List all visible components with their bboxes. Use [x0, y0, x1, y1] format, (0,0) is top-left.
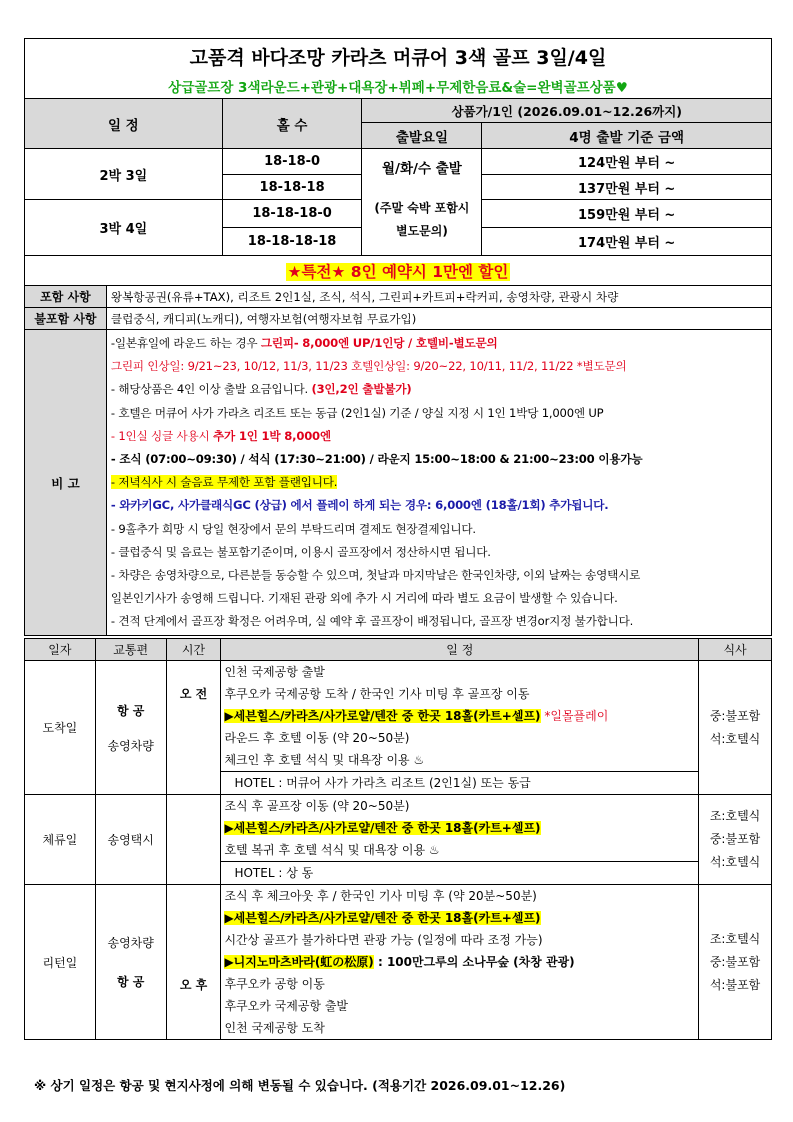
itinerary-schedule-header: 일 정: [221, 639, 699, 661]
transport-cell: 항 공 송영차량: [95, 661, 166, 795]
itinerary-item: 인천 국제공항 출발: [224, 665, 325, 679]
itinerary-table: [24, 638, 772, 1040]
holes-cell: 18-18-0: [222, 149, 362, 175]
hotel-line: HOTEL : 상 동: [234, 866, 314, 880]
itinerary-item: 인천 국제공항 도착: [224, 1021, 325, 1035]
note-line: - 저녁식사 시 술음료 무제한 포함 플랜입니다.: [110, 475, 338, 490]
included-text: 왕복항공권(유류+TAX), 리조트 2인1실, 조식, 석식, 그린피+카트피+락커피, 송영차량, 관광시 차량: [106, 286, 771, 308]
itinerary-item: 후쿠오카 국제공항 출발: [224, 999, 349, 1013]
itinerary-item: ▶세븐힐스/카라츠/사가로얄/텐잔 중 한곳 18홀(카트+셀프) *일몰플레이: [224, 709, 609, 723]
itinerary-item: 체크인 후 호텔 석식 및 대욕장 이용 ♨: [224, 753, 425, 767]
price-cell: 159만원 부터 ~: [482, 200, 772, 228]
note-line: - 호텔은 머큐어 사가 가라츠 리조트 또는 동급 (2인1실) 기준 / 양실 지정 시 1인 1박당 1,000엔 UP: [110, 405, 604, 420]
excluded-label: 불포함 사항: [25, 308, 107, 330]
page-title: 고품격 바다조망 카라츠 머큐어 3색 골프 3일/4일: [25, 39, 772, 75]
day-return: 리턴일: [25, 885, 96, 1040]
schedule-cell: [221, 795, 699, 885]
price-cell: 124만원 부터 ~: [482, 149, 772, 175]
schedule-cell: [221, 661, 699, 795]
schedule-3n4d: 3박 4일: [25, 200, 223, 256]
itinerary-item: ▶세븐힐스/카라츠/사가로얄/텐잔 중 한곳 18홀(카트+셀프): [224, 821, 541, 835]
itinerary-item: 시간상 골프가 불가하다면 관광 가능 (일정에 따라 조정 가능): [224, 933, 543, 947]
base-amount-header: 4명 출발 기준 금액: [482, 123, 772, 149]
departure-note: (주말 숙박 포함시: [374, 201, 470, 215]
note-line: - 1인실 싱글 사용시 추가 1인 1박 8,000엔: [110, 428, 331, 443]
departure-days: 월/화/수 출발: [382, 161, 462, 177]
hotel-line: HOTEL : 머큐어 사가 가라츠 리조트 (2인1실) 또는 동급: [234, 776, 531, 790]
product-table: [24, 38, 772, 636]
holes-cell: 18-18-18-0: [222, 200, 362, 228]
notes-label: 비 고: [25, 330, 107, 636]
holes-cell: 18-18-18-18: [222, 228, 362, 256]
departure-note: 별도문의): [395, 224, 448, 238]
schedule-cell: [221, 885, 699, 1040]
time-cell: 오 후: [166, 885, 221, 1040]
itinerary-item: 후쿠오카 국제공항 도착 / 한국인 기사 미팅 후 골프장 이동: [224, 687, 530, 701]
itinerary-item: ▶니지노마츠바라(虹の松原) : 100만그루의 소나무숲 (차창 관광): [224, 955, 575, 969]
day-arrival: 도착일: [25, 661, 96, 795]
note-line: - 해당상품은 4인 이상 출발 요금입니다. (3인,2인 출발불가): [110, 382, 412, 397]
price-cell: 137만원 부터 ~: [482, 175, 772, 200]
notes-cell: [106, 330, 771, 636]
special-offer: ★특전★ 8인 예약시 1만엔 할인: [287, 262, 509, 281]
note-line: - 차량은 송영차량으로, 다른분들 동승할 수 있으며, 첫날과 마지막날은 한국인차량, 이외 날짜는 송영택시로: [110, 567, 641, 582]
note-line: 일본인기사가 송영해 드립니다. 기재된 관광 외에 추가 시 거리에 따라 별도 요금이 발생할 수 있습니다.: [110, 591, 618, 606]
departure-day-header: 출발요일: [362, 123, 482, 149]
note-line: - 와카키GC, 사가클래식GC (상급) 에서 플레이 하게 되는 경우: 6,000엔 (18홀/1회) 추가됩니다.: [110, 498, 609, 513]
page-subtitle: 상급골프장 3색라운드+관광+대욕장+뷔페+무제한음료&술=완벽골프상품♥: [25, 75, 772, 99]
included-label: 포함 사항: [25, 286, 107, 308]
itinerary-item: 후쿠오카 공항 이동: [224, 977, 325, 991]
meals-cell: 중:불포함 석:호텔식: [699, 661, 772, 795]
note-line: 그린피 인상일: 9/21~23, 10/12, 11/3, 11/23 호텔인상일: 9/20~22, 10/11, 11/2, 11/22 *별도문의: [110, 359, 627, 374]
meals-cell: 조:호텔식 중:불포함 석:호텔식: [699, 795, 772, 885]
schedule-header: 일 정: [25, 99, 223, 149]
holes-header: 홀 수: [222, 99, 362, 149]
itinerary-item: 라운드 후 호텔 이동 (약 20~50분): [224, 731, 410, 745]
itinerary-item: 호텔 복귀 후 호텔 석식 및 대욕장 이용 ♨: [224, 843, 440, 857]
note-line: - 클럽중식 및 음료는 불포함기준이며, 이용시 골프장에서 정산하시면 됩니다.: [110, 544, 491, 559]
departure-days-cell: [362, 149, 482, 256]
excluded-text: 클럽중식, 캐디피(노캐디), 여행자보험(여행자보험 무료가입): [106, 308, 771, 330]
holes-cell: 18-18-18: [222, 175, 362, 200]
itinerary-item: 조식 후 골프장 이동 (약 20~50분): [224, 799, 410, 813]
footer-note: ※ 상기 일정은 항공 및 현지사정에 의해 변동될 수 있습니다. (적용기간 2026.09.01~12.26): [34, 1078, 566, 1093]
meals-cell: 조:호텔식 중:불포함 석:불포함: [699, 885, 772, 1040]
note-line: - 9홀추가 희망 시 당일 현장에서 문의 부탁드리며 결제도 현장결제입니다.: [110, 521, 476, 536]
note-line: - 조식 (07:00~09:30) / 석식 (17:30~21:00) / 라운지 15:00~18:00 & 21:00~23:00 이용가능: [110, 451, 643, 466]
day-header: 일자: [25, 639, 96, 661]
price-cell: 174만원 부터 ~: [482, 228, 772, 256]
note-line: -일본휴일에 라운드 하는 경우 그린피- 8,000엔 UP/1인당 / 호텔비-별도문의: [110, 336, 498, 350]
day-stay: 체류일: [25, 795, 96, 885]
price-title-header: 상품가/1인 (2026.09.01~12.26까지): [362, 99, 772, 123]
meals-header: 식사: [699, 639, 772, 661]
transport-cell: 송영택시: [95, 795, 166, 885]
time-header: 시간: [166, 639, 221, 661]
itinerary-item: ▶세븐힐스/카라츠/사가로얄/텐잔 중 한곳 18홀(카트+셀프): [224, 911, 541, 925]
time-cell: [166, 795, 221, 885]
transport-header: 교통편: [95, 639, 166, 661]
note-line: - 견적 단계에서 골프장 확정은 어려우며, 실 예약 후 골프장이 배정됩니다, 골프장 변경or지정 불가합니다.: [110, 614, 634, 629]
itinerary-item: 조식 후 체크아웃 후 / 한국인 기사 미팅 후 (약 20분~50분): [224, 889, 537, 903]
special-offer-cell: [25, 256, 772, 286]
transport-cell: 송영차량 항 공: [95, 885, 166, 1040]
time-cell: 오 전: [166, 661, 221, 795]
schedule-2n3d: 2박 3일: [25, 149, 223, 200]
